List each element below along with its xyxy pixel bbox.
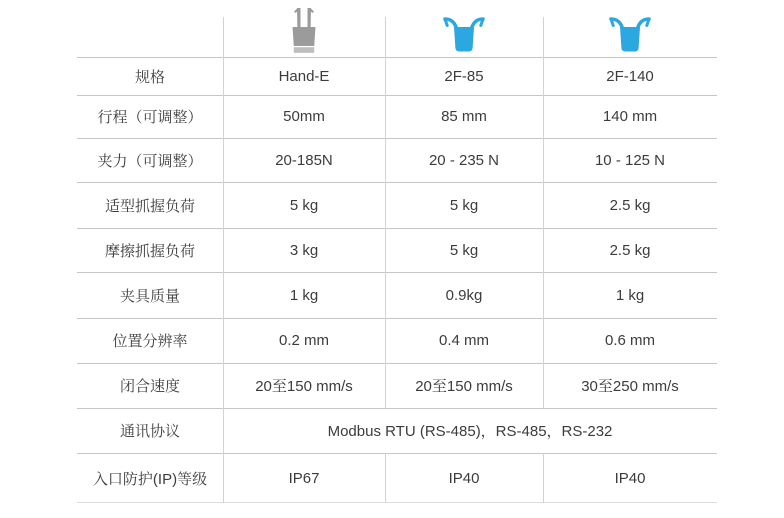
- row-label: 适型抓握负荷: [104, 197, 195, 215]
- grid-hline: [77, 318, 717, 319]
- row-label: 入口防护(IP)等级: [92, 470, 208, 488]
- spec-value-span: Modbus RTU (RS-485)，RS-485，RS-232: [327, 423, 613, 440]
- row-label: 行程（可调整）: [97, 109, 203, 126]
- product-icon-cell: [385, 0, 543, 57]
- grid-vline: [385, 17, 386, 408]
- table-row: [77, 228, 717, 272]
- spec-value: 5 kg: [449, 196, 479, 214]
- table-row-header: [77, 57, 717, 95]
- gripper-hand-e-icon: [285, 7, 323, 53]
- row-label: 位置分辨率: [112, 333, 188, 350]
- spec-value: IP67: [288, 469, 320, 487]
- product-icon-cell: [223, 0, 385, 57]
- row-label: 夹力（可调整）: [97, 152, 203, 170]
- table-row: [77, 453, 717, 503]
- spec-value: IP40: [448, 469, 480, 487]
- spec-value: 2.5 kg: [609, 241, 651, 259]
- gripper-2f-icon: [606, 11, 654, 53]
- grid-hline: [77, 95, 717, 96]
- grid-vline: [223, 17, 224, 503]
- table-row: [77, 138, 717, 182]
- spec-value: 1 kg: [289, 286, 319, 304]
- spec-value: 20至150 mm/s: [255, 378, 353, 395]
- icon-row-empty-cell: [77, 0, 223, 57]
- spec-value: 0.2 mm: [278, 332, 329, 349]
- product-name: Hand-E: [278, 67, 330, 85]
- grid-vline: [543, 17, 544, 408]
- table-row: [77, 318, 717, 363]
- gripper-spec-table: [77, 0, 717, 503]
- grid-hline: [77, 363, 717, 364]
- table-row-protocol: [77, 408, 717, 453]
- spec-value: IP40: [614, 469, 646, 487]
- spec-value: 20至150 mm/s: [415, 378, 513, 395]
- spec-value: 20-185N: [275, 151, 333, 169]
- table-row: [77, 95, 717, 138]
- spec-value: 50mm: [283, 108, 325, 125]
- spec-value: 20 - 235 N: [428, 151, 500, 169]
- grid-hline: [77, 228, 717, 229]
- grid-hline: [77, 57, 717, 58]
- grid-vline: [543, 453, 544, 503]
- grid-hline: [77, 408, 717, 409]
- spec-value: 1 kg: [615, 286, 645, 304]
- spec-value: 0.6 mm: [604, 332, 655, 349]
- grid-hline: [77, 272, 717, 273]
- row-label: 夹具质量: [119, 287, 180, 305]
- spec-value: 0.4 mm: [438, 332, 489, 349]
- table-row: [77, 182, 717, 228]
- grid-hline-bottom: [77, 502, 717, 503]
- spec-value: 5 kg: [289, 196, 319, 214]
- table-row-icons: [77, 0, 717, 57]
- gripper-2f-icon: [440, 11, 488, 53]
- spec-header-label: 规格: [134, 68, 165, 86]
- product-name: 2F-140: [606, 67, 654, 85]
- spec-value: 85 mm: [441, 108, 487, 125]
- grid-hline: [77, 138, 717, 139]
- spec-value: 0.9kg: [445, 286, 483, 304]
- spec-value: 10 - 125 N: [594, 151, 666, 169]
- spec-value: 5 kg: [449, 241, 479, 259]
- spec-value: 30至250 mm/s: [581, 378, 679, 395]
- row-label: 摩擦抓握负荷: [104, 242, 195, 260]
- grid-hline: [77, 182, 717, 183]
- row-label: 通讯协议: [119, 423, 180, 440]
- product-name: 2F-85: [444, 67, 484, 85]
- row-label: 闭合速度: [119, 378, 180, 395]
- spec-value: 3 kg: [289, 241, 319, 259]
- grid-hline: [77, 453, 717, 454]
- table-row: [77, 363, 717, 408]
- table-row: [77, 272, 717, 318]
- product-icon-cell: [543, 0, 717, 57]
- grid-vline: [385, 453, 386, 503]
- spec-value: 2.5 kg: [609, 196, 651, 214]
- spec-value: 140 mm: [602, 108, 658, 125]
